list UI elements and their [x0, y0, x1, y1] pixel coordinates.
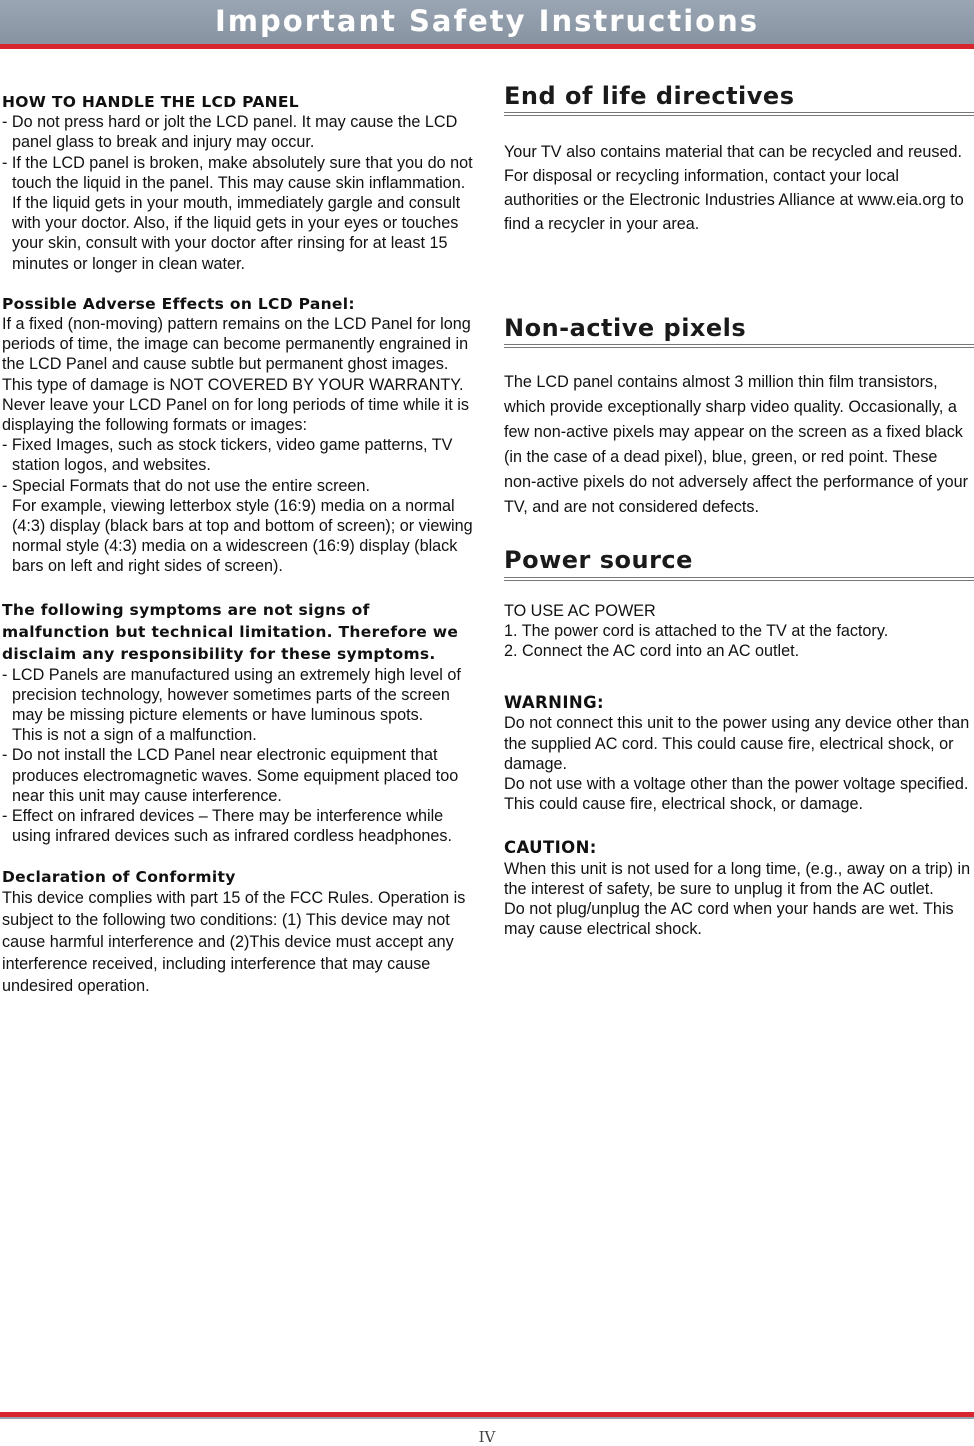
- end-of-life-section: [504, 82, 974, 236]
- footer-divider: [0, 1417, 974, 1419]
- adverse-effects-paragraph: If a fixed (non-moving) pattern remains on the LCD Panel for long periods of time, the image can become permanently engrained in the LCD Panel and cause subtle but permanent ghost images. This type of damage is NOT COVERED BY YOUR WARRANTY.: [2, 315, 471, 394]
- conformity-section: [2, 867, 474, 997]
- adverse-effects-item: - Special Formats that do not use the entire screen.: [2, 476, 371, 495]
- page-number: IV: [478, 1428, 496, 1446]
- non-active-pixels-heading: Non-active pixels: [504, 314, 747, 343]
- lcd-handling-item: - If the LCD panel is broken, make absolutely sure that you do not touch the liquid in the panel. This may cause skin inflammation.: [2, 153, 473, 192]
- symptoms-heading: The following symptoms are not signs of malfunction but technical limitation. Therefore we disclaim any responsibility for these symptoms.: [2, 600, 459, 663]
- left-column: [2, 92, 474, 997]
- symptoms-item: - LCD Panels are manufactured using an extremely high level of precision technology, however sometimes parts of the screen may be missing picture elements or have luminous spots.: [2, 665, 461, 725]
- warning-paragraph: Do not use with a voltage other than the power voltage specified. This could cause fire, electrical shock, or damage.: [504, 775, 969, 814]
- lcd-handling-item-continued: If the liquid gets in your mouth, immediately gargle and consult with your doctor. Also, if the liquid gets in your eyes or touches your skin, consult with your doctor after rinsing for at least 15 minutes or longer in clean water.: [12, 194, 461, 273]
- power-source-section: [504, 546, 974, 939]
- caution-heading: CAUTION:: [504, 838, 597, 858]
- warning-heading: WARNING:: [504, 693, 605, 713]
- adverse-effects-item: - Fixed Images, such as stock tickers, video game patterns, TV station logos, and websites.: [2, 436, 453, 475]
- adverse-effects-section: [2, 294, 474, 577]
- section-divider: [504, 344, 974, 348]
- lcd-handling-section: [2, 92, 474, 274]
- end-of-life-heading: End of life directives: [504, 82, 795, 110]
- caution-paragraph: When this unit is not used for a long time, (e.g., away on a trip) in the interest of safety, be sure to unplug it from the AC outlet.: [504, 859, 971, 898]
- adverse-effects-paragraph: Never leave your LCD Panel on for long periods of time while it is displaying the following formats or images:: [2, 395, 469, 435]
- non-active-pixels-section: [504, 314, 974, 520]
- conformity-heading: Declaration of Conformity: [2, 867, 236, 886]
- lcd-handling-item: - Do not press hard or jolt the LCD panel. It may cause the LCD panel glass to break and injury may occur.: [2, 113, 458, 152]
- power-source-heading: Power source: [504, 546, 693, 575]
- symptoms-section: [2, 599, 474, 847]
- end-of-life-paragraph: Your TV also contains material that can be recycled and reused. For disposal or recycling information, contact your local authorities or the Electronic Industries Alliance at www.eia.org to find a recycler in your area.: [504, 143, 964, 234]
- section-divider: [504, 112, 974, 116]
- right-column: [504, 82, 974, 939]
- symptoms-item-continued: This is not a sign of a malfunction.: [12, 726, 257, 745]
- header-accent-line: [0, 44, 974, 49]
- power-source-line: TO USE AC POWER: [504, 601, 656, 620]
- adverse-effects-item-continued: For example, viewing letterbox style (16:9) media on a normal (4:3) display (black bars at top and bottom of screen); or viewing normal style (4:3) media on a widescreen (16:9) display (black bars on left and right sides of screen).: [12, 496, 473, 576]
- section-divider: [504, 577, 974, 581]
- power-source-line: 2. Connect the AC cord into an AC outlet.: [504, 642, 800, 661]
- non-active-pixels-paragraph: The LCD panel contains almost 3 million thin film transistors, which provide exceptionally sharp video quality. Occasionally, a few non-active pixels may appear on the screen as a fixed black (in the case of a dead pixel), blue, green, or red point. These non-active pixels do not adversely affect the performance of your TV, and are not considered defects.: [504, 373, 968, 517]
- symptoms-item: - Do not install the LCD Panel near electronic equipment that produces electromagnetic waves. Some equipment placed too near this unit may cause interference.: [2, 746, 459, 805]
- warning-block: [504, 693, 974, 814]
- caution-block: [504, 838, 974, 939]
- page-title: Important Safety Instructions: [215, 4, 759, 38]
- adverse-effects-heading: Possible Adverse Effects on LCD Panel:: [2, 294, 355, 313]
- caution-paragraph: Do not plug/unplug the AC cord when your hands are wet. This may cause electrical shock.: [504, 900, 954, 939]
- power-source-line: 1. The power cord is attached to the TV at the factory.: [504, 621, 889, 640]
- symptoms-item: - Effect on infrared devices – There may be interference while using infrared devices such as infrared cordless headphones.: [2, 807, 453, 846]
- lcd-handling-heading: HOW TO HANDLE THE LCD PANEL: [2, 93, 299, 111]
- warning-paragraph: Do not connect this unit to the power using any device other than the supplied AC cord. This could cause fire, electrical shock, or damage.: [504, 714, 970, 773]
- conformity-paragraph: This device complies with part 15 of the FCC Rules. Operation is subject to the following two conditions: (1) This device may not cause harmful interference and (2)This device must accept any interference received, including interference that may cause undesired operation.: [2, 888, 466, 995]
